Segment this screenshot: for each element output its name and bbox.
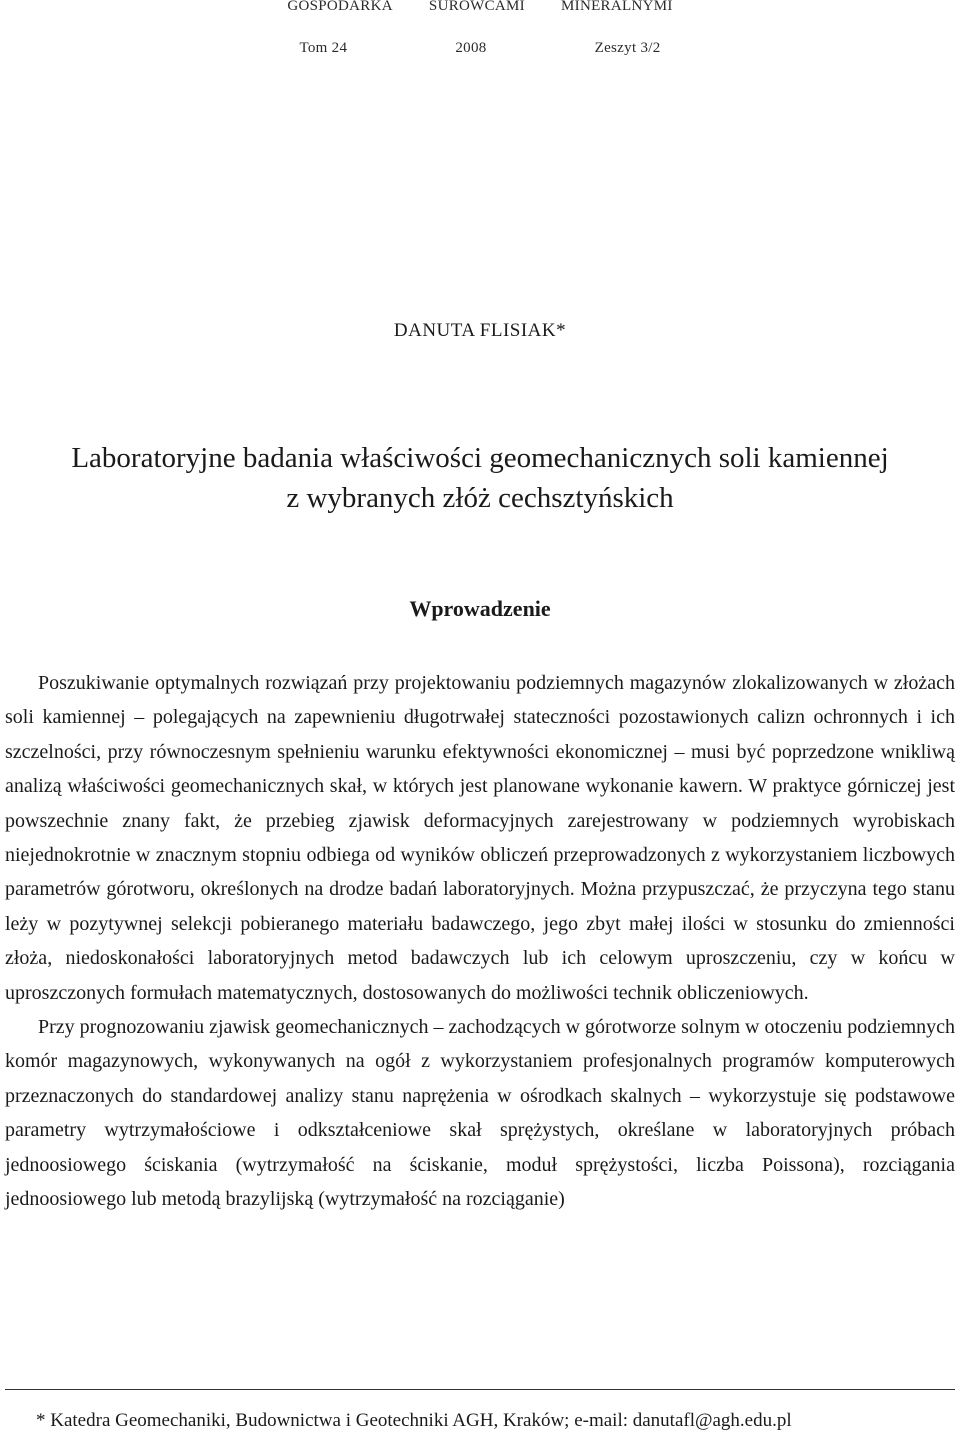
volume: Tom 24: [299, 40, 348, 56]
paper-title: [0, 438, 960, 518]
section-heading: Wprowadzenie: [409, 596, 551, 621]
year: 2008: [455, 40, 487, 56]
paragraph: Przy prognozowaniu zjawisk geomechanicznych – zachodzących w górotworze solnym w otoczeniu podziemnych komór magazynowych, wykonywanych na ogół z wykorzystaniem profesjonalnych programów komputerowych przeznaczonych do standardowej analizy stanu naprężenia w ośrodkach skalnych – wykorzystuje się podstawowe parametry wytrzymałościowe i odkształceniowe skał sprężystych, określane w laboratoryjnych próbach jednoosiowego ściskania (wytrzymałość na ściskanie, moduł sprężystości, liczba Poissona), rozciągania jednoosiowego lub metodą brazylijską (wytrzymałość na rozciąganie): [5, 1016, 955, 1211]
body-text: [5, 666, 955, 1217]
title-line: Laboratoryjne badania właściwości geomechanicznych soli kamiennej: [71, 442, 889, 474]
journal-name-word: MINERALNYMI: [561, 0, 673, 14]
journal-name-word: GOSPODARKA: [287, 0, 393, 14]
title-line: z wybranych złóż cechsztyńskich: [286, 482, 674, 514]
paragraph: Poszukiwanie optymalnych rozwiązań przy projektowaniu podziemnych magazynów zlokalizowanych w złożach soli kamiennej – polegających na zapewnieniu długotrwałej stateczności pozostawionych calizn ochronnych i ich szczelności, przy równoczesnym spełnieniu warunku efektywności ekonomicznej – musi być poprzedzone wnikliwą analizą właściwości geomechanicznych skał, w których jest planowane wykonanie kawern. W praktyce górniczej jest powszechnie znany fakt, że przebieg zjawisk deformacyjnych zarejestrowany w podziemnych wyrobiskach niejednokrotnie w znacznym stopniu odbiega od wyników obliczeń przeprowadzonych z wykorzystaniem liczbowych parametrów górotworu, określonych na drodze badań laboratoryjnych. Można przypuszczać, że przyczyna tego stanu leży w pozytywnej selekcji pobieranego materiału badawczego, jego zbyt małej ilości w stosunku do zmienności złoża, niedoskonałości laboratoryjnych metod badawczych lub ich celowym uproszczeniu, czy w końcu w uproszczonych formułach matematycznych, dostosowanych do możliwości technik obliczeniowych.: [5, 672, 955, 1004]
issue-info: [0, 40, 960, 57]
footnote-divider: [5, 1389, 955, 1390]
footnote: * Katedra Geomechaniki, Budownictwa i Geotechniki AGH, Kraków; e-mail: danutafl@agh.edu.pl: [36, 1410, 792, 1431]
author: DANUTA FLISIAK*: [393, 320, 567, 341]
issue-number: Zeszyt 3/2: [594, 40, 661, 56]
journal-name: [0, 0, 960, 15]
journal-name-word: SUROWCAMI: [428, 0, 525, 14]
